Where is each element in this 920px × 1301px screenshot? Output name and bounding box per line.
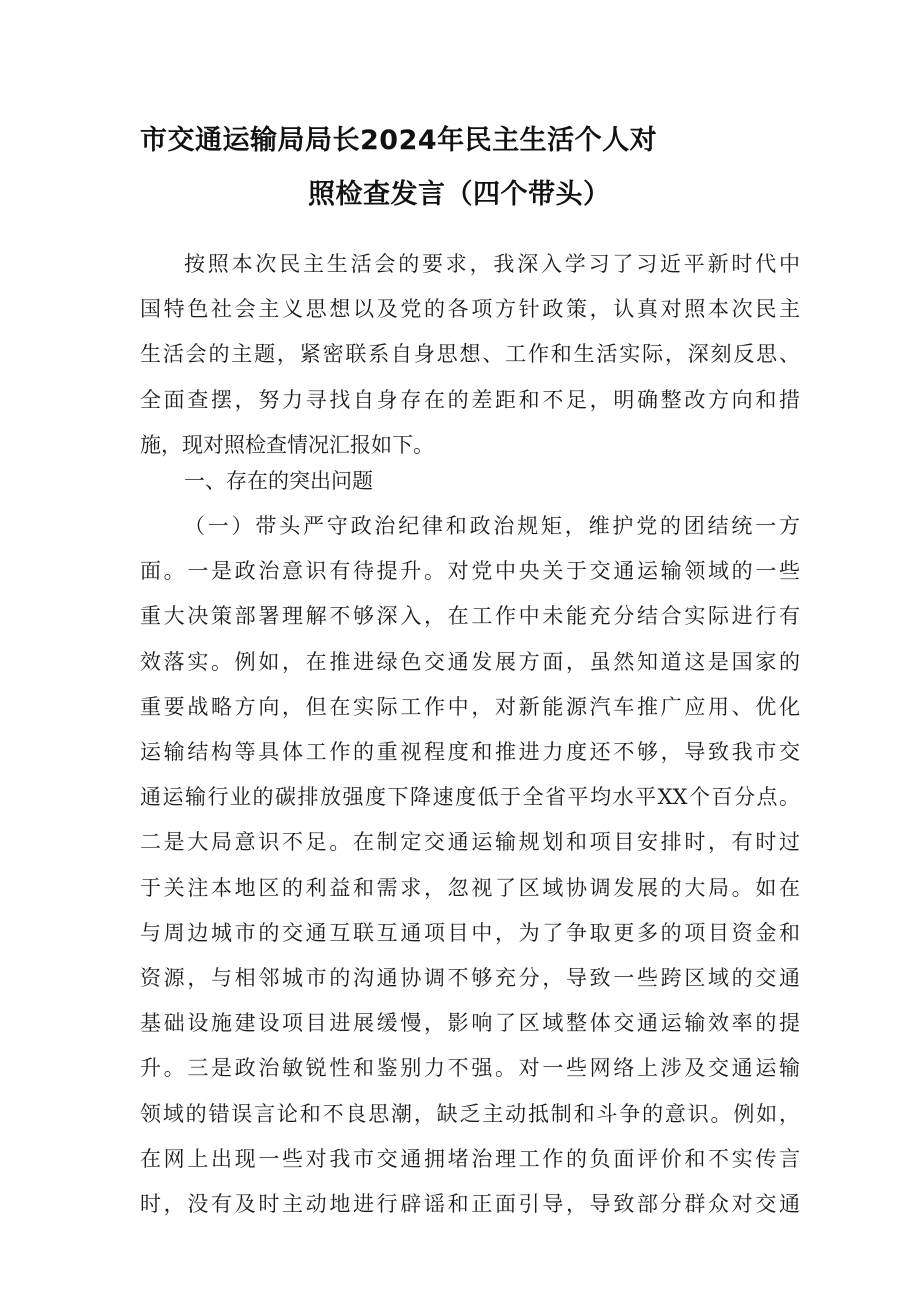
text-line: 时，没有及时主动地进行辟谣和正面引导，导致部分群众对交通: [140, 1192, 800, 1216]
text-line: 国特色社会主义思想以及党的各项方针政策，认真对照本次民主: [140, 297, 800, 321]
document-title-line-1: 市交通运输局局长2024年民主生活个人对: [140, 125, 658, 156]
text-line: 运输结构等具体工作的重视程度和推进力度还不够，导致我市交: [140, 740, 800, 764]
text-line: 效落实。例如，在推进绿色交通发展方面，虽然知道这是国家的: [140, 650, 800, 674]
text-line: 在网上出现一些对我市交通拥堵治理工作的负面评价和不实传言: [140, 1147, 800, 1171]
text-line: 面。一是政治意识有待提升。对党中央关于交通运输领域的一些: [140, 559, 800, 583]
text-line: 重要战略方向，但在实际工作中，对新能源汽车推广应用、优化: [140, 695, 800, 719]
text-line: 升。三是政治敏锐性和鉴别力不强。对一些网络上涉及交通运输: [140, 1056, 800, 1080]
text-line: 重大决策部署理解不够深入，在工作中未能充分结合实际进行有: [140, 604, 800, 628]
text-line: 施，现对照检查情况汇报如下。: [140, 433, 434, 457]
text-line: 基础设施建设项目进展缓慢，影响了区域整体交通运输效率的提: [140, 1011, 800, 1035]
text-line: 领域的错误言论和不良思潮，缺乏主动抵制和斗争的意识。例如，: [140, 1102, 800, 1126]
text-line: 与周边城市的交通互联互通项目中，为了争取更多的项目资金和: [140, 921, 800, 945]
text-line: （一）带头严守政治纪律和政治规矩，维护党的团结统一方: [184, 514, 800, 538]
section-heading-text: 一、存在的突出问题: [184, 469, 373, 493]
document-title-line-2: 照检查发言（四个带头）: [308, 179, 611, 210]
text-line: 按照本次民主生活会的要求，我深入学习了习近平新时代中: [184, 252, 800, 276]
text-line: 全面查摆，努力寻找自身存在的差距和不足，明确整改方向和措: [140, 388, 800, 412]
text-line: 二是大局意识不足。在制定交通运输规划和项目安排时，有时过: [140, 830, 800, 854]
text-line: 通运输行业的碳排放强度下降速度低于全省平均水平XX个百分点。: [140, 785, 800, 809]
text-line: 于关注本地区的利益和需求，忽视了区域协调发展的大局。如在: [140, 876, 800, 900]
text-line: 资源，与相邻城市的沟通协调不够充分，导致一些跨区域的交通: [140, 966, 800, 990]
text-line: 生活会的主题，紧密联系自身思想、工作和生活实际，深刻反思、: [140, 342, 800, 366]
